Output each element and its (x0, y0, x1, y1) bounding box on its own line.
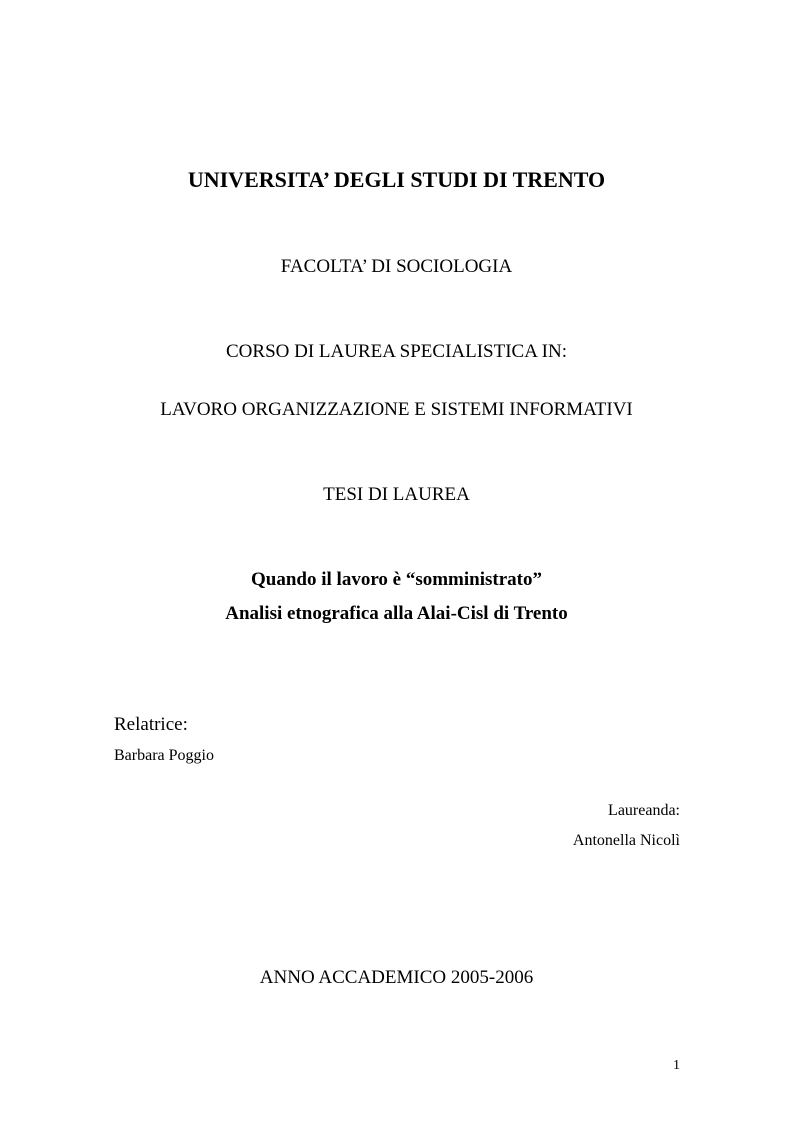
candidate-label: Laureanda: (608, 802, 680, 819)
degree-program: LAVORO ORGANIZZAZIONE E SISTEMI INFORMATIVI (160, 399, 633, 420)
supervisor-label: Relatrice: (114, 714, 188, 735)
university-name: UNIVERSITA’ DEGLI STUDI DI TRENTO (187, 167, 606, 192)
degree-course: CORSO DI LAUREA SPECIALISTICA IN: (226, 341, 567, 362)
thesis-type: TESI DI LAUREA (323, 484, 470, 505)
candidate-name: Antonella Nicolì (572, 832, 680, 849)
thesis-title: Quando il lavoro è “somministrato” (251, 569, 542, 590)
page-number: 1 (673, 1058, 680, 1073)
academic-year: ANNO ACCADEMICO 2005-2006 (259, 967, 534, 988)
faculty-name: FACOLTA’ DI SOCIOLOGIA (280, 256, 513, 277)
supervisor-name: Barbara Poggio (114, 747, 214, 764)
thesis-subtitle: Analisi etnografica alla Alai-Cisl di Trento (225, 603, 568, 624)
